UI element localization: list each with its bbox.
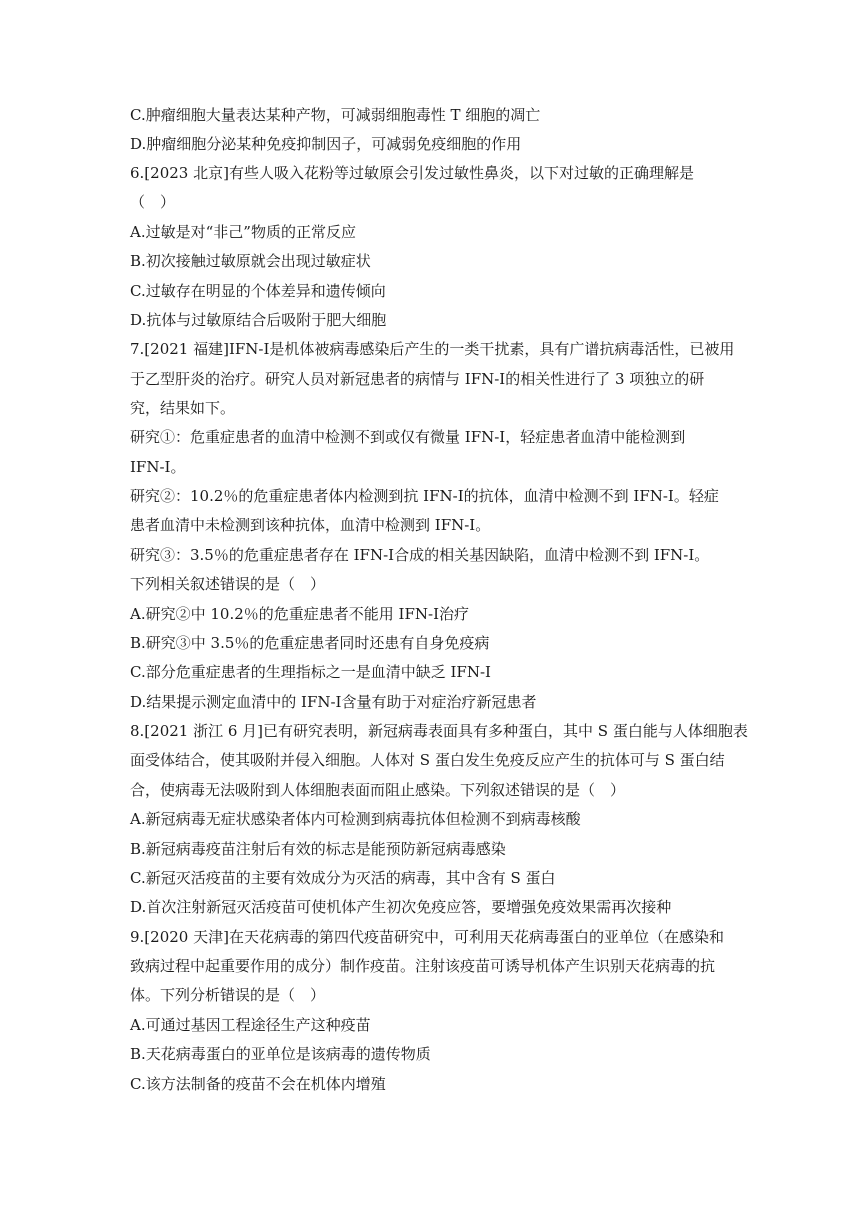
- question-8-stem: 合，使病毒无法吸附到人体细胞表面而阻止感染。下列叙述错误的是（ ）: [130, 781, 626, 799]
- option-9c: C.该方法制备的疫苗不会在机体内增殖: [130, 1075, 386, 1093]
- option-5c: C.肿瘤细胞大量表达某种产物，可减弱细胞毒性 T 细胞的凋亡: [130, 106, 541, 124]
- option-9b: B.天花病毒蛋白的亚单位是该病毒的遗传物质: [130, 1045, 431, 1063]
- option-8b: B.新冠病毒疫苗注射后有效的标志是能预防新冠病毒感染: [130, 840, 506, 858]
- study-2: 研究②：10.2％的危重症患者体内检测到抗 IFN-Ⅰ的抗体，血清中检测不到 IFN-Ⅰ。轻症: [130, 487, 719, 505]
- option-8d: D.首次注射新冠灭活疫苗可使机体产生初次免疫应答，要增强免疫效果需再次接种: [130, 898, 672, 916]
- study-1: 研究①：危重症患者的血清中检测不到或仅有微量 IFN-Ⅰ，轻症患者血清中能检测到: [130, 428, 686, 446]
- question-9-stem: 体。下列分析错误的是（ ）: [130, 986, 326, 1004]
- option-8c: C.新冠灭活疫苗的主要有效成分为灭活的病毒，其中含有 S 蛋白: [130, 869, 556, 887]
- option-7d: D.结果提示测定血清中的 IFN-Ⅰ含量有助于对症治疗新冠患者: [130, 693, 537, 711]
- study-1: IFN-Ⅰ。: [130, 458, 186, 476]
- option-7c: C.部分危重症患者的生理指标之一是血清中缺乏 IFN-Ⅰ: [130, 663, 491, 681]
- study-2: 患者血清中未检测到该种抗体，血清中检测到 IFN-Ⅰ。: [130, 516, 491, 534]
- option-7b: B.研究③中 3.5％的危重症患者同时还患有自身免疫病: [130, 634, 490, 652]
- question-7-prompt: 下列相关叙述错误的是（ ）: [130, 575, 326, 593]
- question-7-stem: 7.[2021 福建]IFN-Ⅰ是机体被病毒感染后产生的一类干扰素，具有广谱抗病毒活性，已被用: [130, 340, 735, 358]
- option-9a: A.可通过基因工程途径生产这种疫苗: [130, 1016, 371, 1034]
- option-6d: D.抗体与过敏原结合后吸附于肥大细胞: [130, 311, 387, 329]
- study-3: 研究③：3.5％的危重症患者存在 IFN-Ⅰ合成的相关基因缺陷，血清中检测不到 IFN-Ⅰ。: [130, 546, 710, 564]
- question-6-blank: （ ）: [130, 193, 176, 211]
- question-7-stem: 于乙型肝炎的治疗。研究人员对新冠患者的病情与 IFN-Ⅰ的相关性进行了 3 项独立的研: [130, 370, 705, 388]
- option-8a: A.新冠病毒无症状感染者体内可检测到病毒抗体但检测不到病毒核酸: [130, 810, 581, 828]
- question-9-stem: 致病过程中起重要作用的成分）制作疫苗。注射该疫苗可诱导机体产生识别天花病毒的抗: [130, 957, 716, 975]
- option-6b: B.初次接触过敏原就会出现过敏症状: [130, 252, 371, 270]
- question-6-stem: 6.[2023 北京]有些人吸入花粉等过敏原会引发过敏性鼻炎，以下对过敏的正确理解是: [130, 164, 694, 182]
- question-8-stem: 面受体结合，使其吸附并侵入细胞。人体对 S 蛋白发生免疫反应产生的抗体可与 S 蛋白结: [130, 751, 725, 769]
- question-8-stem: 8.[2021 浙江 6 月]已有研究表明，新冠病毒表面具有多种蛋白，其中 S 蛋白能与人体细胞表: [130, 722, 748, 740]
- option-7a: A.研究②中 10.2％的危重症患者不能用 IFN-Ⅰ治疗: [130, 605, 469, 623]
- option-6c: C.过敏存在明显的个体差异和遗传倾向: [130, 282, 386, 300]
- option-5d: D.肿瘤细胞分泌某种免疫抑制因子，可减弱免疫细胞的作用: [130, 135, 522, 153]
- question-9-stem: 9.[2020 天津]在天花病毒的第四代疫苗研究中，可利用天花病毒蛋白的亚单位（在感染和: [130, 928, 724, 946]
- option-6a: A.过敏是对“非己”物质的正常反应: [130, 223, 356, 241]
- question-7-stem: 究，结果如下。: [130, 399, 236, 417]
